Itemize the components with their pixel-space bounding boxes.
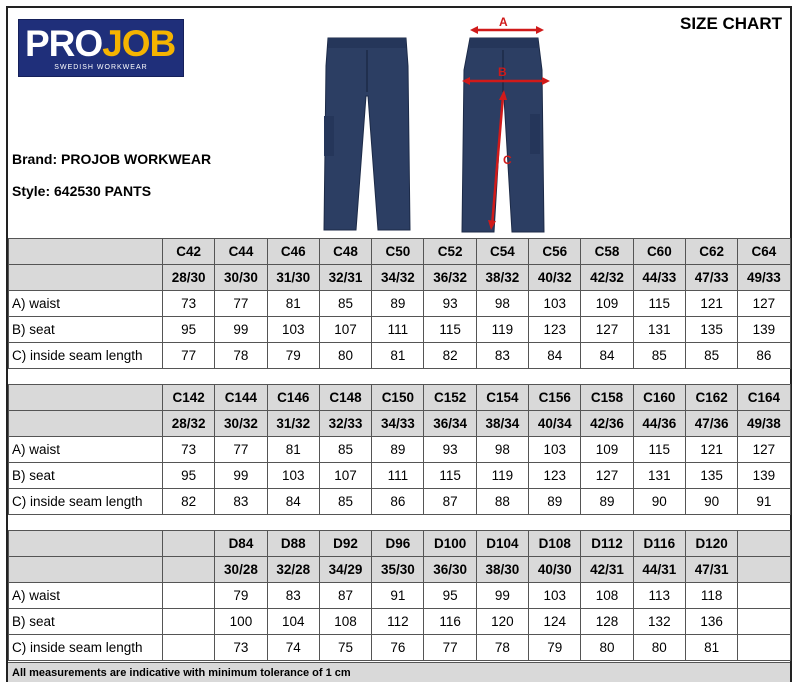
value-cell: 131 [633, 317, 685, 343]
value-cell: 139 [738, 463, 790, 489]
alt-size-row [9, 557, 791, 583]
tolerance-note: All measurements are indicative with minimum tolerance of 1 cm [8, 662, 790, 682]
projob-logo [18, 19, 184, 77]
value-cell: 75 [319, 635, 371, 661]
row-label: A) waist [9, 583, 163, 609]
size-row [9, 531, 791, 557]
value-cell: 86 [372, 489, 424, 515]
value-cell: 131 [633, 463, 685, 489]
value-cell: 79 [267, 343, 319, 369]
value-cell [163, 583, 215, 609]
size-cell: D108 [529, 531, 581, 557]
alt-size-cell: 42/36 [581, 411, 633, 437]
blank-cell [9, 385, 163, 411]
alt-size-cell: 30/28 [215, 557, 267, 583]
size-cell: C46 [267, 239, 319, 265]
value-cell: 91 [372, 583, 424, 609]
value-cell: 103 [529, 583, 581, 609]
value-cell: 135 [685, 463, 737, 489]
size-table-2 [8, 384, 791, 515]
alt-size-cell: 34/32 [372, 265, 424, 291]
label-a: A [499, 15, 508, 29]
value-cell: 77 [215, 291, 267, 317]
size-cell: D88 [267, 531, 319, 557]
blank-cell [9, 531, 163, 557]
waist-row [9, 291, 791, 317]
alt-size-cell: 49/33 [738, 265, 790, 291]
alt-size-row [9, 265, 791, 291]
value-cell: 90 [685, 489, 737, 515]
seat-row [9, 463, 791, 489]
size-cell: C148 [319, 385, 371, 411]
value-cell: 78 [476, 635, 528, 661]
size-table-1 [8, 238, 791, 369]
value-cell: 103 [267, 463, 319, 489]
value-cell: 111 [372, 463, 424, 489]
value-cell: 77 [163, 343, 215, 369]
value-cell: 93 [424, 437, 476, 463]
value-cell: 76 [372, 635, 424, 661]
alt-size-cell: 47/36 [685, 411, 737, 437]
size-cell: D100 [424, 531, 476, 557]
value-cell: 80 [319, 343, 371, 369]
size-cell: C44 [215, 239, 267, 265]
value-cell: 79 [529, 635, 581, 661]
pants-measure-illustration [456, 14, 554, 234]
row-label: A) waist [9, 437, 163, 463]
alt-size-cell: 42/31 [581, 557, 633, 583]
brand-line: Brand: PROJOB WORKWEAR [12, 151, 212, 167]
value-cell: 78 [215, 343, 267, 369]
alt-size-cell: 38/32 [476, 265, 528, 291]
size-cell: C160 [633, 385, 685, 411]
value-cell: 123 [529, 317, 581, 343]
size-cell: C56 [529, 239, 581, 265]
value-cell: 107 [319, 317, 371, 343]
value-cell: 80 [581, 635, 633, 661]
row-label: A) waist [9, 291, 163, 317]
value-cell: 119 [476, 463, 528, 489]
value-cell: 90 [633, 489, 685, 515]
alt-size-cell [738, 557, 790, 583]
value-cell: 139 [738, 317, 790, 343]
alt-size-cell: 31/30 [267, 265, 319, 291]
size-cell: D84 [215, 531, 267, 557]
size-table-3 [8, 530, 791, 661]
size-cell: D104 [476, 531, 528, 557]
value-cell: 124 [529, 609, 581, 635]
alt-size-cell: 36/34 [424, 411, 476, 437]
value-cell: 115 [633, 437, 685, 463]
size-cell: C152 [424, 385, 476, 411]
value-cell: 73 [163, 291, 215, 317]
value-cell: 127 [738, 437, 790, 463]
value-cell [163, 635, 215, 661]
value-cell: 84 [581, 343, 633, 369]
value-cell: 89 [581, 489, 633, 515]
alt-size-cell: 44/33 [633, 265, 685, 291]
alt-size-cell: 34/33 [372, 411, 424, 437]
value-cell: 111 [372, 317, 424, 343]
value-cell: 86 [738, 343, 790, 369]
size-cell: C146 [267, 385, 319, 411]
value-cell: 83 [476, 343, 528, 369]
size-cell [163, 531, 215, 557]
value-cell: 112 [372, 609, 424, 635]
value-cell: 89 [372, 437, 424, 463]
value-cell: 99 [476, 583, 528, 609]
size-cell: C52 [424, 239, 476, 265]
value-cell: 91 [738, 489, 790, 515]
value-cell: 109 [581, 291, 633, 317]
value-cell: 89 [372, 291, 424, 317]
value-cell: 88 [476, 489, 528, 515]
style-line: Style: 642530 PANTS [12, 183, 152, 199]
size-cell: C162 [685, 385, 737, 411]
value-cell: 121 [685, 437, 737, 463]
alt-size-cell: 44/36 [633, 411, 685, 437]
seat-row [9, 317, 791, 343]
value-cell: 100 [215, 609, 267, 635]
alt-size-cell: 49/38 [738, 411, 790, 437]
alt-size-row [9, 411, 791, 437]
value-cell: 132 [633, 609, 685, 635]
value-cell: 99 [215, 463, 267, 489]
value-cell: 127 [581, 317, 633, 343]
size-cell: C62 [685, 239, 737, 265]
size-cell: C164 [738, 385, 790, 411]
inseam-row [9, 635, 791, 661]
row-label: C) inside seam length [9, 489, 163, 515]
value-cell: 119 [476, 317, 528, 343]
inseam-row [9, 489, 791, 515]
value-cell: 115 [424, 317, 476, 343]
alt-size-cell: 38/30 [476, 557, 528, 583]
value-cell: 77 [215, 437, 267, 463]
logo-pro: PRO [25, 23, 103, 64]
value-cell: 108 [319, 609, 371, 635]
size-cell: C54 [476, 239, 528, 265]
value-cell: 127 [738, 291, 790, 317]
size-cell: C58 [581, 239, 633, 265]
waist-row [9, 437, 791, 463]
value-cell: 81 [685, 635, 737, 661]
logo-tagline: SWEDISH WORKWEAR [54, 64, 148, 71]
value-cell: 81 [372, 343, 424, 369]
alt-size-cell: 32/28 [267, 557, 319, 583]
value-cell [163, 609, 215, 635]
blank-cell [9, 239, 163, 265]
alt-size-cell: 47/33 [685, 265, 737, 291]
value-cell: 103 [267, 317, 319, 343]
value-cell: 93 [424, 291, 476, 317]
size-cell: C144 [215, 385, 267, 411]
blank-cell [9, 265, 163, 291]
size-row [9, 239, 791, 265]
value-cell: 87 [424, 489, 476, 515]
alt-size-cell: 36/32 [424, 265, 476, 291]
label-c: C [503, 153, 512, 167]
value-cell: 84 [267, 489, 319, 515]
size-cell: D120 [685, 531, 737, 557]
blank-cell [9, 411, 163, 437]
alt-size-cell: 32/33 [319, 411, 371, 437]
value-cell [738, 609, 790, 635]
size-cell: D112 [581, 531, 633, 557]
value-cell: 98 [476, 437, 528, 463]
size-cell: C158 [581, 385, 633, 411]
logo-job: JOB [102, 23, 176, 64]
value-cell: 95 [424, 583, 476, 609]
value-cell: 85 [633, 343, 685, 369]
size-chart-sheet [6, 6, 792, 682]
alt-size-cell: 28/30 [163, 265, 215, 291]
blank-cell [9, 557, 163, 583]
row-label: B) seat [9, 463, 163, 489]
value-cell: 85 [319, 437, 371, 463]
size-cell: C60 [633, 239, 685, 265]
alt-size-cell: 38/34 [476, 411, 528, 437]
value-cell: 83 [267, 583, 319, 609]
value-cell: 115 [633, 291, 685, 317]
alt-size-cell: 47/31 [685, 557, 737, 583]
alt-size-cell: 36/30 [424, 557, 476, 583]
value-cell: 116 [424, 609, 476, 635]
alt-size-cell: 30/32 [215, 411, 267, 437]
value-cell: 84 [529, 343, 581, 369]
value-cell: 85 [319, 489, 371, 515]
value-cell: 128 [581, 609, 633, 635]
pants-front-illustration [322, 36, 412, 232]
value-cell: 123 [529, 463, 581, 489]
value-cell: 121 [685, 291, 737, 317]
row-label: B) seat [9, 609, 163, 635]
value-cell: 74 [267, 635, 319, 661]
size-cell: C154 [476, 385, 528, 411]
value-cell: 120 [476, 609, 528, 635]
alt-size-cell: 31/32 [267, 411, 319, 437]
value-cell: 87 [319, 583, 371, 609]
value-cell: 127 [581, 463, 633, 489]
value-cell: 80 [633, 635, 685, 661]
value-cell: 103 [529, 437, 581, 463]
row-label: C) inside seam length [9, 343, 163, 369]
value-cell: 108 [581, 583, 633, 609]
value-cell: 89 [529, 489, 581, 515]
value-cell: 79 [215, 583, 267, 609]
alt-size-cell: 42/32 [581, 265, 633, 291]
seat-row [9, 609, 791, 635]
value-cell: 95 [163, 317, 215, 343]
value-cell: 77 [424, 635, 476, 661]
value-cell: 95 [163, 463, 215, 489]
value-cell: 85 [319, 291, 371, 317]
size-cell: C48 [319, 239, 371, 265]
alt-size-cell: 35/30 [372, 557, 424, 583]
value-cell: 82 [424, 343, 476, 369]
size-cell: C150 [372, 385, 424, 411]
size-row [9, 385, 791, 411]
value-cell: 82 [163, 489, 215, 515]
alt-size-cell: 40/30 [529, 557, 581, 583]
value-cell: 81 [267, 437, 319, 463]
value-cell: 107 [319, 463, 371, 489]
value-cell [738, 583, 790, 609]
value-cell: 109 [581, 437, 633, 463]
size-cell: D116 [633, 531, 685, 557]
size-cell: D92 [319, 531, 371, 557]
row-label: C) inside seam length [9, 635, 163, 661]
size-cell [738, 531, 790, 557]
size-cell: C142 [163, 385, 215, 411]
alt-size-cell: 30/30 [215, 265, 267, 291]
alt-size-cell: 40/34 [529, 411, 581, 437]
value-cell: 104 [267, 609, 319, 635]
value-cell: 135 [685, 317, 737, 343]
size-cell: C64 [738, 239, 790, 265]
alt-size-cell: 44/31 [633, 557, 685, 583]
value-cell: 98 [476, 291, 528, 317]
inseam-row [9, 343, 791, 369]
value-cell [738, 635, 790, 661]
size-cell: D96 [372, 531, 424, 557]
label-b: B [498, 65, 507, 79]
value-cell: 136 [685, 609, 737, 635]
waist-row [9, 583, 791, 609]
size-cell: C50 [372, 239, 424, 265]
row-label: B) seat [9, 317, 163, 343]
alt-size-cell [163, 557, 215, 583]
logo-wordmark [25, 23, 175, 65]
size-cell: C156 [529, 385, 581, 411]
alt-size-cell: 40/32 [529, 265, 581, 291]
value-cell: 85 [685, 343, 737, 369]
alt-size-cell: 28/32 [163, 411, 215, 437]
value-cell: 73 [163, 437, 215, 463]
value-cell: 113 [633, 583, 685, 609]
alt-size-cell: 32/31 [319, 265, 371, 291]
value-cell: 115 [424, 463, 476, 489]
value-cell: 103 [529, 291, 581, 317]
value-cell: 118 [685, 583, 737, 609]
value-cell: 99 [215, 317, 267, 343]
value-cell: 83 [215, 489, 267, 515]
alt-size-cell: 34/29 [319, 557, 371, 583]
value-cell: 81 [267, 291, 319, 317]
page-title: SIZE CHART [680, 14, 782, 33]
value-cell: 73 [215, 635, 267, 661]
size-cell: C42 [163, 239, 215, 265]
